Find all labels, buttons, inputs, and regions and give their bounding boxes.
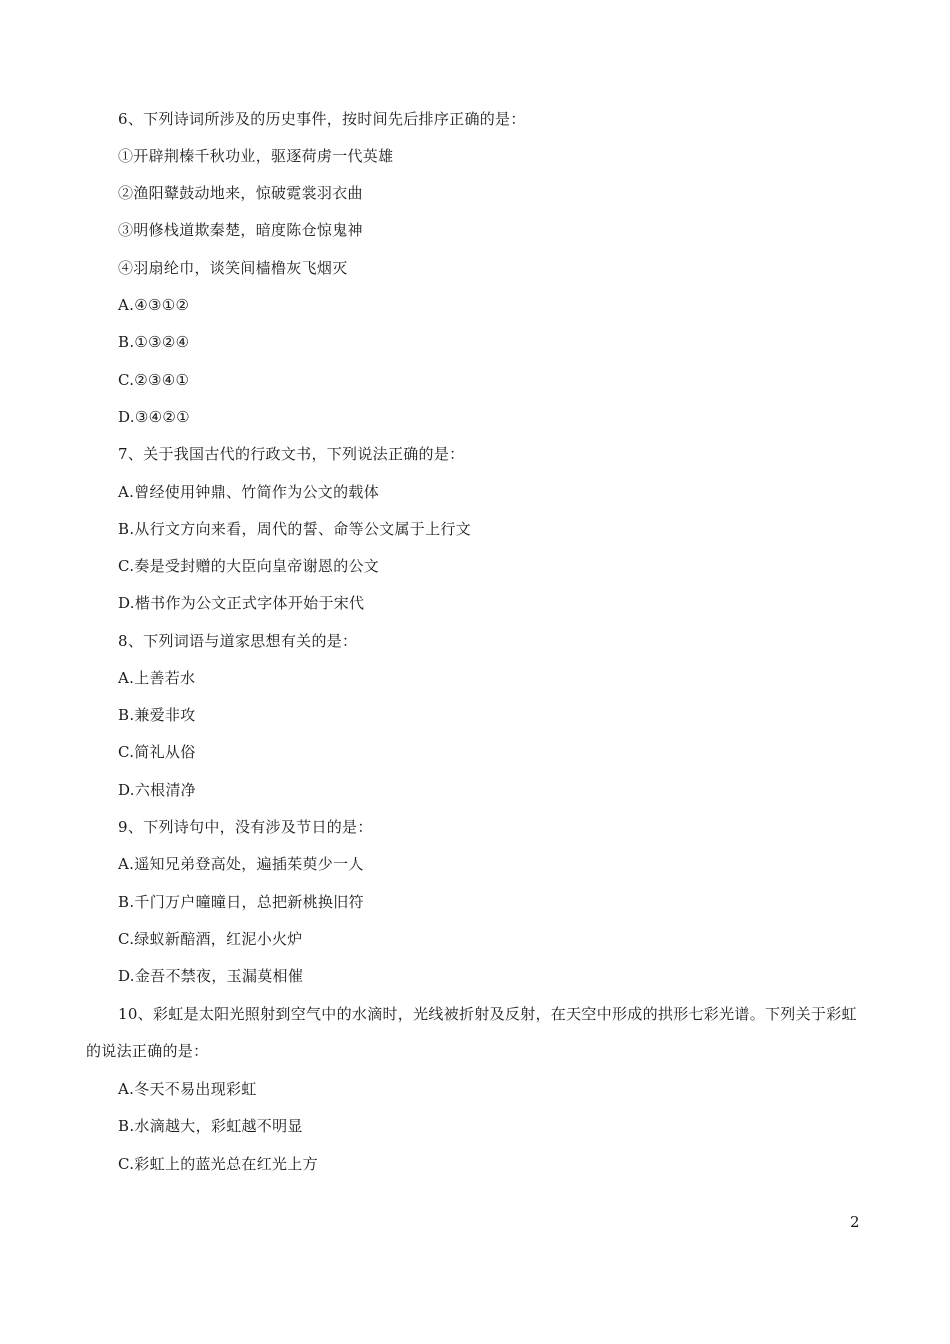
question-6-statement-1: ①开辟荆榛千秋功业，驱逐荷虏一代英雄 <box>118 147 394 165</box>
question-9-option-d: D.金吾不禁夜，玉漏莫相催 <box>118 967 304 985</box>
question-8-option-a: A.上善若水 <box>118 669 196 687</box>
question-7-option-a: A.曾经使用钟鼎、竹简作为公文的载体 <box>118 483 380 501</box>
question-9-option-c: C.绿蚁新醅酒，红泥小火炉 <box>118 930 303 948</box>
question-10-stem: 10、彩虹是太阳光照射到空气中的水滴时，光线被折射及反射，在天空中形成的拱形七彩光谱。下列关于彩虹的说法正确的是： <box>86 1005 857 1060</box>
question-7-option-b: B.从行文方向来看，周代的誓、命等公文属于上行文 <box>118 520 471 538</box>
question-6-statement-4: ④羽扇纶巾，谈笑间樯橹灰飞烟灭 <box>118 259 348 277</box>
question-6-statement-3: ③明修栈道欺秦楚，暗度陈仓惊鬼神 <box>118 221 363 239</box>
question-9-option-b: B.千门万户曈曈日，总把新桃换旧符 <box>118 893 364 911</box>
question-8-stem: 8、下列词语与道家思想有关的是： <box>118 632 358 650</box>
question-10-option-a: A.冬天不易出现彩虹 <box>118 1080 257 1098</box>
question-8-option-d: D.六根清净 <box>118 781 197 799</box>
question-6-option-b: B.①③②④ <box>118 333 190 351</box>
question-6-stem: 6、下列诗词所涉及的历史事件，按时间先后排序正确的是： <box>118 110 526 128</box>
question-6-statement-2: ②渔阳鼙鼓动地来，惊破霓裳羽衣曲 <box>118 184 363 202</box>
question-7-stem: 7、关于我国古代的行政文书，下列说法正确的是： <box>118 445 465 463</box>
question-7-option-c: C.奏是受封赠的大臣向皇帝谢恩的公文 <box>118 557 380 575</box>
question-6-option-d: D.③④②① <box>118 408 190 426</box>
question-6-option-c: C.②③④① <box>118 371 190 389</box>
question-9-option-a: A.遥知兄弟登高处，遍插茱萸少一人 <box>118 855 364 873</box>
question-10-option-b: B.水滴越大，彩虹越不明显 <box>118 1117 303 1135</box>
question-7-option-d: D.楷书作为公文正式字体开始于宋代 <box>118 594 365 612</box>
question-6-option-a: A.④③①② <box>118 296 190 314</box>
question-10-option-c: C.彩虹上的蓝光总在红光上方 <box>118 1155 318 1173</box>
question-8-option-b: B.兼爱非攻 <box>118 706 196 724</box>
page-number: 2 <box>850 1213 860 1231</box>
question-9-stem: 9、下列诗句中，没有涉及节日的是： <box>118 818 373 836</box>
question-8-option-c: C.简礼从俗 <box>118 743 196 761</box>
